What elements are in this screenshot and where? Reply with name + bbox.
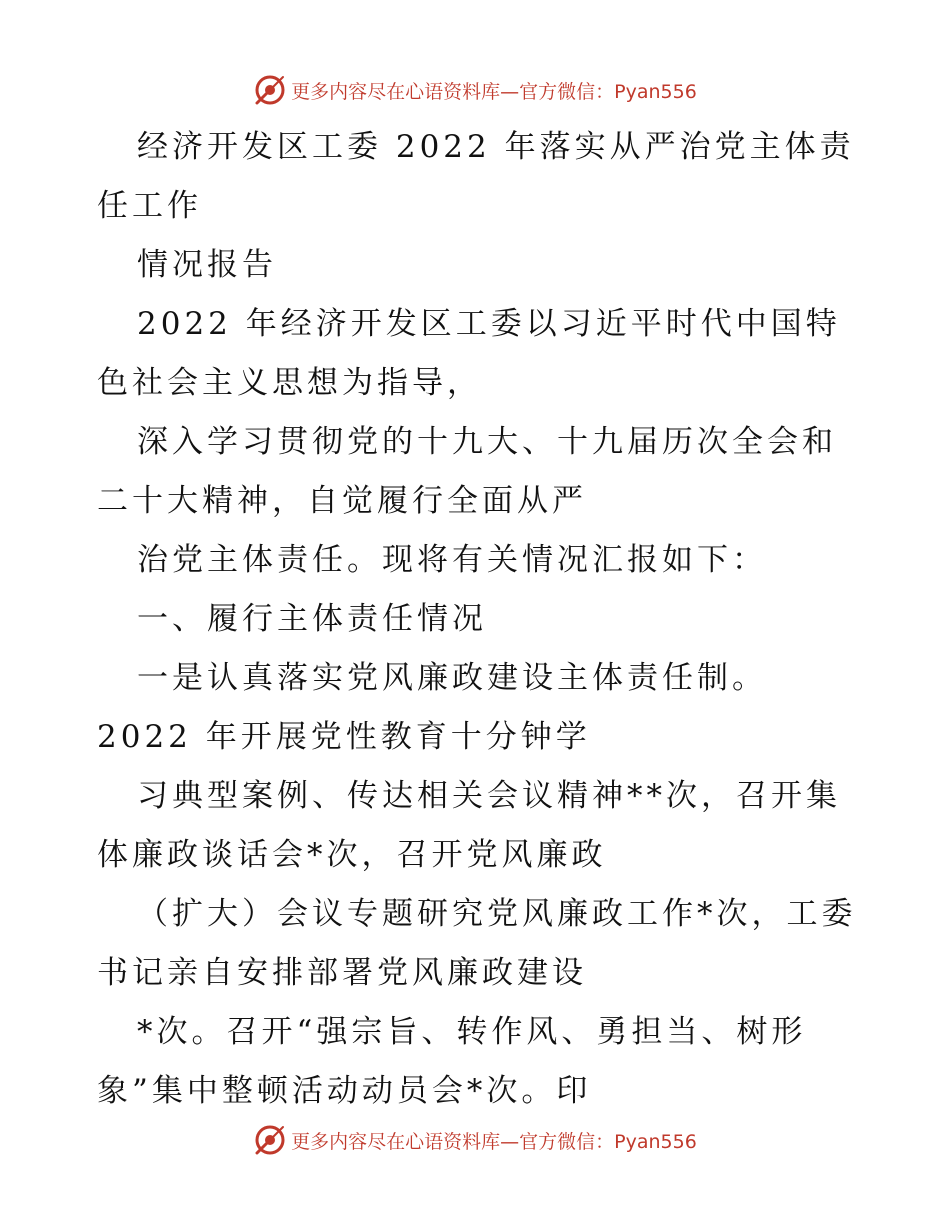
header-watermark-banner	[0, 70, 950, 110]
header-watermark-text: 更多内容尽在心语资料库—官方微信：Pyan556	[291, 80, 697, 103]
brush-logo-icon	[253, 1123, 287, 1157]
doc-title-line: 经济开发区工委 2022 年落实从严治党主体责任工作	[97, 129, 855, 224]
doc-paragraph: 一是认真落实党风廉政建设主体责任制。2022 年开展党性教育十分钟学	[97, 660, 767, 755]
doc-paragraph: 2022 年经济开发区工委以习近平时代中国特色社会主义思想为指导，	[97, 306, 841, 401]
doc-subtitle: 情况报告	[137, 247, 277, 283]
doc-paragraph: 习典型案例、传达相关会议精神**次，召开集体廉政谈话会*次，召开党风廉政	[97, 778, 841, 873]
doc-paragraph: *次。召开“强宗旨、转作风、勇担当、树形象”集中整顿活动动员会*次。印	[97, 1014, 807, 1109]
footer-watermark-text: 更多内容尽在心语资料库—官方微信：Pyan556	[291, 1130, 697, 1153]
brush-logo-icon	[253, 73, 287, 107]
document-body	[97, 118, 857, 1121]
doc-paragraph: 治党主体责任。现将有关情况汇报如下：	[137, 542, 767, 578]
section-heading: 一、履行主体责任情况	[137, 601, 487, 637]
doc-paragraph: 深入学习贯彻党的十九大、十九届历次全会和二十大精神，自觉履行全面从严	[97, 424, 837, 519]
doc-paragraph: （扩大）会议专题研究党风廉政工作*次，工委书记亲自安排部署党风廉政建设	[97, 896, 857, 991]
footer-watermark-banner	[0, 1120, 950, 1160]
